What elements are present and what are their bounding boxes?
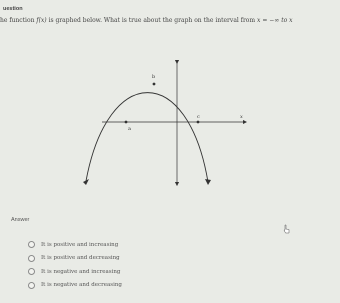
radio-button[interactable] [28, 255, 35, 262]
curve-right-arrowhead [205, 179, 211, 185]
answer-option-label: It is negative and decreasing [41, 282, 122, 289]
point-a [125, 121, 128, 124]
answer-option-label: It is positive and decreasing [41, 255, 120, 262]
radio-button[interactable] [28, 241, 35, 248]
label-a: a [128, 126, 131, 132]
point-c [197, 121, 200, 124]
interval-text: x = −∞ to x [257, 17, 293, 24]
function-curve [86, 93, 208, 182]
question-text-pre: he function [0, 17, 37, 24]
answer-option[interactable] [28, 279, 122, 293]
point-b [153, 83, 156, 86]
function-graph [80, 58, 250, 188]
answer-option[interactable] [28, 238, 122, 252]
answer-option-label: It is positive and increasing [41, 241, 119, 248]
pointer-cursor-icon [283, 224, 291, 234]
answer-options [28, 238, 122, 292]
question-header: uestion [3, 6, 23, 12]
answer-option-label: It is negative and increasing [41, 268, 121, 275]
answer-label: Answer [11, 217, 30, 223]
radio-button[interactable] [28, 282, 35, 289]
function-name: f(x) [36, 17, 47, 24]
answer-option[interactable] [28, 252, 122, 266]
radio-button[interactable] [28, 268, 35, 275]
answer-option[interactable] [28, 265, 122, 279]
label-x: x [240, 114, 243, 120]
question-text [0, 17, 340, 24]
label-b: b [152, 74, 156, 80]
question-text-post: is graphed below. What is true about the graph on the interval from [46, 17, 258, 24]
label-c: c [197, 114, 200, 120]
